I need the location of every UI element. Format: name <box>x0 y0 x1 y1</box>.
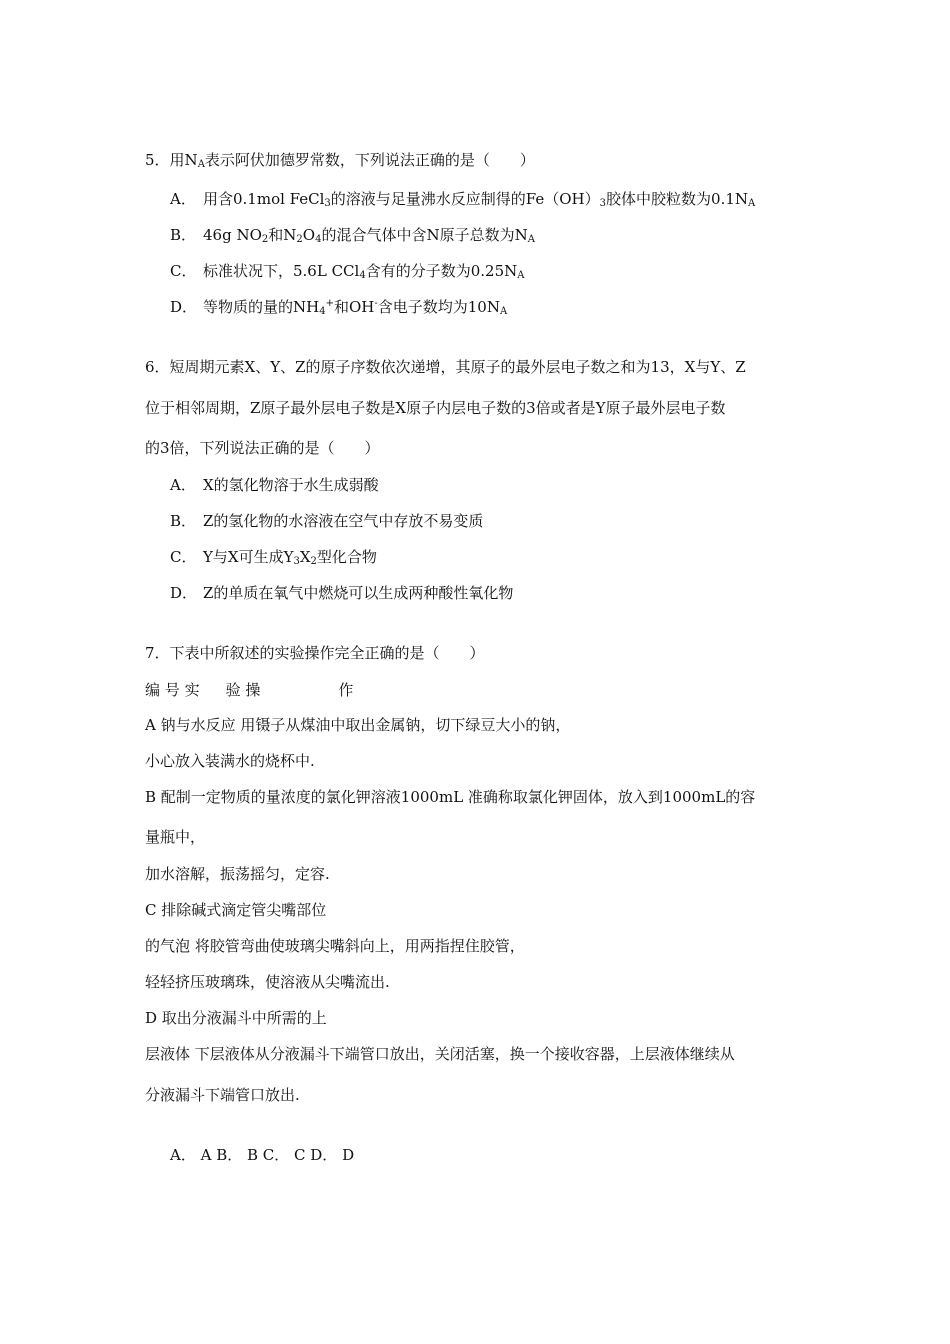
q5-option-d[interactable]: D． 等物质的量的$NH_4^+$和OH-含电子数均为$10N_A$ <box>170 298 508 317</box>
q7-row-line: B 配制一定物质的量浓度的氯化钾溶液1000mL 准确称取氯化钾固体，放入到1000mL的容 <box>145 788 756 806</box>
q6-stem-line1: 6．短周期元素X、Y、Z的原子序数依次递增，其原子的最外层电子数之和为13，X与Y、Z <box>145 358 746 376</box>
q7-row-line: D 取出分液漏斗中所需的上 <box>145 1009 327 1027</box>
q7-row-line: 层液体 下层液体从分液漏斗下端管口放出，关闭活塞，换一个接收容器，上层液体继续从 <box>145 1045 735 1063</box>
q5-option-c[interactable]: C． 标准状况下，5.6L CCl$_4$含有的分子数为$0.25N_A$ <box>170 262 525 281</box>
q7-row-line: 的气泡 将胶管弯曲使玻璃尖嘴斜向上，用两指捏住胶管， <box>145 937 525 955</box>
q7-row-line: 分液漏斗下端管口放出. <box>145 1086 300 1104</box>
q6-option-d[interactable]: D． Z的单质在氧气中燃烧可以生成两种酸性氧化物 <box>170 584 514 602</box>
q7-row-line: 轻轻挤压玻璃珠，使溶液从尖嘴流出. <box>145 973 390 991</box>
q6-option-a[interactable]: A． X的氢化物溶于水生成弱酸 <box>170 476 379 494</box>
q7-row-line: C 排除碱式滴定管尖嘴部位 <box>145 901 327 919</box>
q7-row-line: 量瓶中， <box>145 828 206 846</box>
q5-option-a[interactable]: A． 用含0.1mol FeCl$_3$的溶液与足量沸水反应制得的$Fe(OH)_3$胶体中胶粒数为$0.1N_A$ <box>170 190 756 209</box>
q6-stem-line3: 的3倍，下列说法正确的是（ ） <box>145 439 380 457</box>
q7-row-line: A 钠与水反应 用镊子从煤油中取出金属钠，切下绿豆大小的钠， <box>145 716 571 734</box>
q6-option-b[interactable]: B． Z的氢化物的水溶液在空气中存放不易变质 <box>170 512 484 530</box>
q7-row-line: 加水溶解，振荡摇匀，定容. <box>145 865 330 883</box>
q7-answer-options[interactable]: A． A B． B C． C D． D <box>170 1146 355 1164</box>
q7-row-line: 小心放入装满水的烧杯中. <box>145 752 315 770</box>
q6-stem-line2: 位于相邻周期，Z原子最外层电子数是X原子内层电子数的3倍或者是Y原子最外层电子数 <box>145 399 726 417</box>
q5-stem: 5．用$N_A$表示阿伏加德罗常数，下列说法正确的是（ ） <box>145 151 535 170</box>
q5-option-b[interactable]: B． 46g $NO_2$和$N_2O_4$的混合气体中含N原子总数为$N_A$ <box>170 226 535 245</box>
q7-stem: 7．下表中所叙述的实验操作完全正确的是（ ） <box>145 644 485 662</box>
q6-option-c[interactable]: C． Y与X可生成$Y_3X_2$型化合物 <box>170 548 377 567</box>
q7-table-header: 编 号 实 验 操 作 <box>145 681 354 699</box>
